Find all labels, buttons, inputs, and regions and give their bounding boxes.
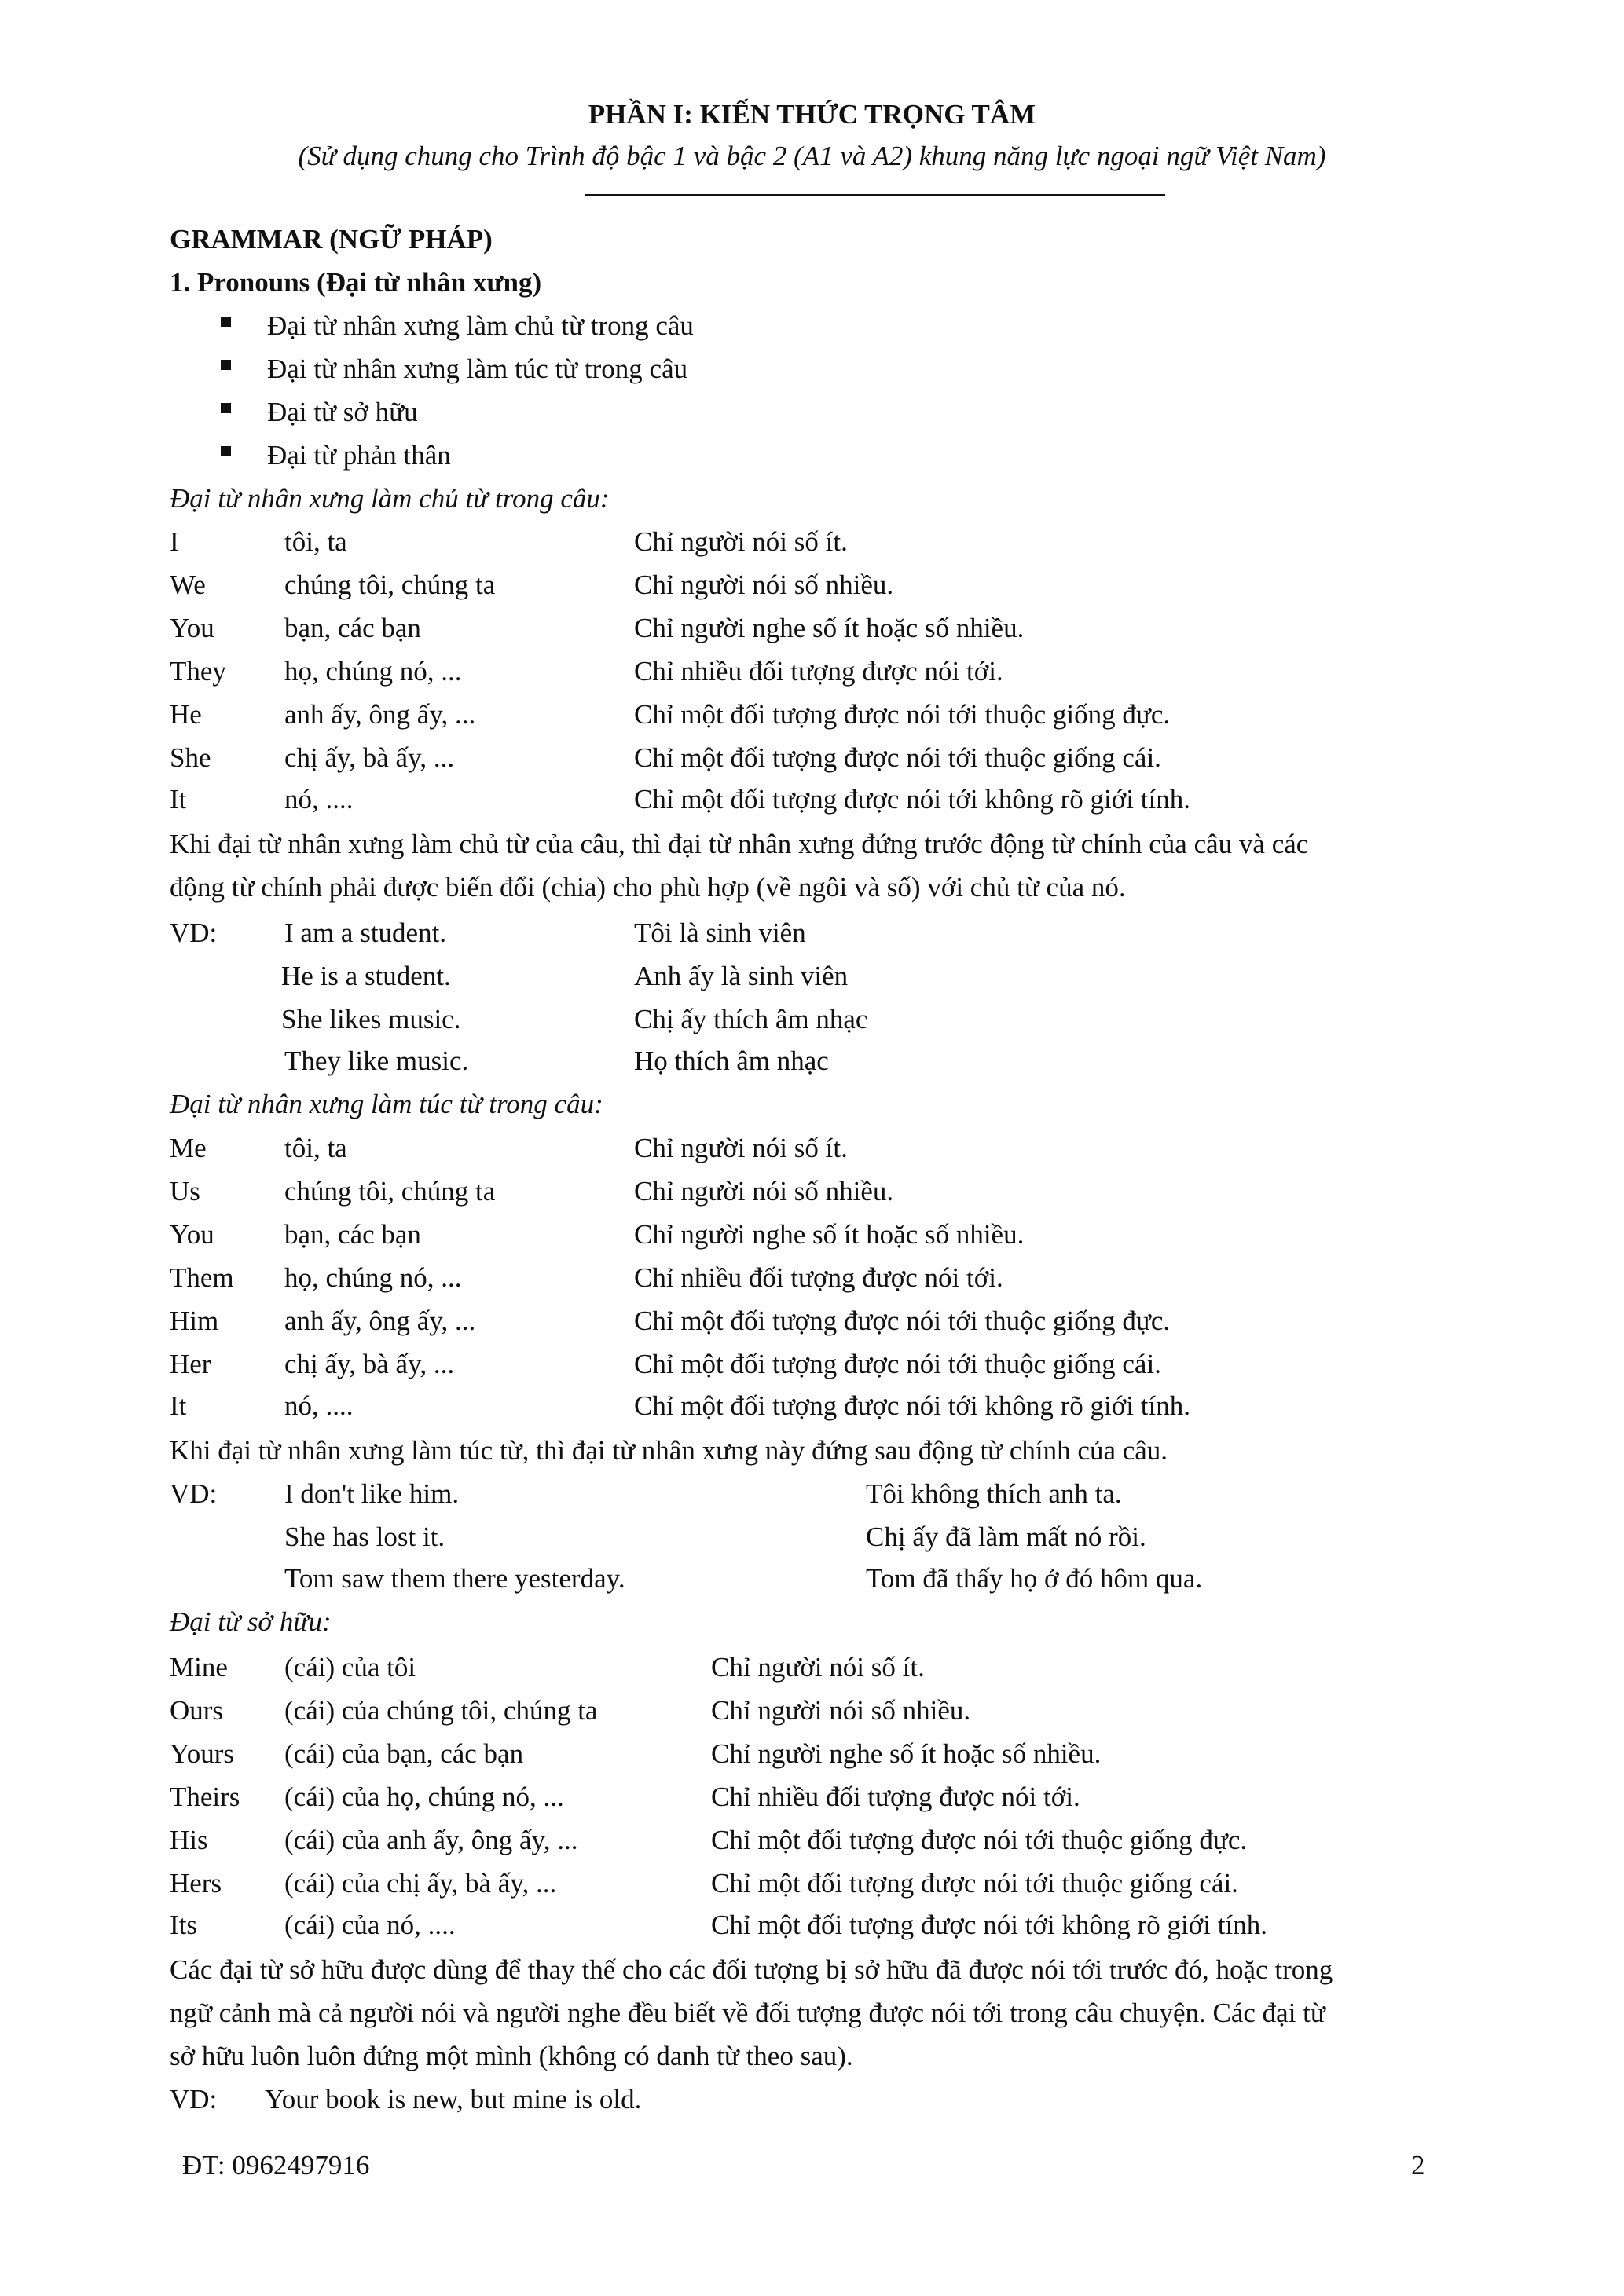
pronoun-cell: She <box>170 742 211 773</box>
example-label: VD: <box>170 917 218 948</box>
possessive-pronouns-heading: Đại từ sở hữu: <box>170 1606 332 1637</box>
usage-cell: Chỉ người nghe số ít hoặc số nhiều. <box>634 1219 1025 1250</box>
example-english: I am a student. <box>284 917 447 948</box>
usage-cell: Chỉ một đối tượng được nói tới không rõ giới tính. <box>634 784 1190 815</box>
pronoun-cell: Him <box>170 1305 219 1336</box>
pronoun-cell: Me <box>170 1133 207 1163</box>
page-subtitle: (Sử dụng chung cho Trình độ bậc 1 và bậc 2 (A1 và A2) khung năng lực ngoại ngữ Việt Nam) <box>298 141 1326 171</box>
possessive-explanation-line: ngữ cảnh mà cả người nói và người nghe đều biết về đối tượng được nói tới trong câu chuyện. Các đại từ <box>170 1998 1325 2028</box>
example-vietnamese: Anh ấy là sinh viên <box>634 961 849 991</box>
page-title: PHẦN I: KIẾN THỨC TRỌNG TÂM <box>588 99 1036 130</box>
usage-cell: Chỉ một đối tượng được nói tới không rõ giới tính. <box>634 1390 1190 1421</box>
pronoun-cell: Her <box>170 1349 211 1379</box>
example-english: I don't like him. <box>284 1478 460 1509</box>
usage-cell: Chỉ người nghe số ít hoặc số nhiều. <box>634 613 1025 643</box>
example-english: Your book is new, but mine is old. <box>265 2084 642 2115</box>
square-bullet-icon <box>221 360 231 370</box>
meaning-cell: bạn, các bạn <box>284 1219 421 1250</box>
usage-cell: Chỉ một đối tượng được nói tới thuộc giống cái. <box>711 1868 1238 1899</box>
pronoun-cell: Yours <box>170 1738 235 1769</box>
pronoun-cell: It <box>170 1390 187 1421</box>
meaning-cell: nó, .... <box>284 1390 354 1421</box>
example-vietnamese: Tôi không thích anh ta. <box>866 1478 1122 1509</box>
usage-cell: Chỉ người nói số nhiều. <box>634 569 894 600</box>
usage-cell: Chỉ người nói số nhiều. <box>711 1695 971 1726</box>
possessive-explanation-line: sở hữu luôn luôn đứng một mình (không có danh từ theo sau). <box>170 2041 853 2071</box>
usage-cell: Chỉ một đối tượng được nói tới không rõ giới tính. <box>711 1910 1267 1940</box>
meaning-cell: (cái) của chúng tôi, chúng ta <box>284 1695 598 1726</box>
meaning-cell: chúng tôi, chúng ta <box>284 1176 496 1207</box>
pronoun-cell: Hers <box>170 1868 222 1899</box>
meaning-cell: chị ấy, bà ấy, ... <box>284 1349 455 1379</box>
meaning-cell: (cái) của họ, chúng nó, ... <box>284 1782 564 1812</box>
pronoun-cell: Them <box>170 1262 234 1293</box>
meaning-cell: (cái) của anh ấy, ông ấy, ... <box>284 1825 578 1855</box>
example-english: She likes music. <box>281 1004 461 1034</box>
square-bullet-icon <box>221 317 231 327</box>
pronoun-cell: They <box>170 656 226 687</box>
example-label: VD: <box>170 2084 218 2115</box>
example-label: VD: <box>170 1478 218 1509</box>
pronoun-cell: Theirs <box>170 1782 240 1812</box>
usage-cell: Chỉ nhiều đối tượng được nói tới. <box>634 656 1003 687</box>
meaning-cell: nó, .... <box>284 784 354 815</box>
possessive-explanation-line: Các đại từ sở hữu được dùng để thay thế cho các đối tượng bị sở hữu đã được nói tới trước đó, hoặc trong <box>170 1954 1333 1985</box>
object-explanation: Khi đại từ nhân xưng làm túc từ, thì đại từ nhân xưng này đứng sau động từ chính của câu. <box>170 1435 1168 1466</box>
example-english: They like music. <box>284 1045 469 1076</box>
usage-cell: Chỉ nhiều đối tượng được nói tới. <box>634 1262 1003 1293</box>
example-english: She has lost it. <box>284 1522 445 1552</box>
subject-explanation-line: động từ chính phải được biến đổi (chia) cho phù hợp (về ngôi và số) với chủ từ của nó. <box>170 872 1126 903</box>
pronoun-cell: His <box>170 1825 208 1855</box>
subject-explanation-line: Khi đại từ nhân xưng làm chủ từ của câu, thì đại từ nhân xưng đứng trước động từ chính của câu và các <box>170 829 1309 859</box>
usage-cell: Chỉ người nói số nhiều. <box>634 1176 894 1207</box>
example-vietnamese: Chị ấy thích âm nhạc <box>634 1004 868 1034</box>
usage-cell: Chỉ nhiều đối tượng được nói tới. <box>711 1782 1080 1812</box>
meaning-cell: (cái) của tôi <box>284 1652 416 1683</box>
pronoun-cell: It <box>170 784 187 815</box>
pronoun-cell: You <box>170 1219 214 1250</box>
pronoun-cell: Us <box>170 1176 200 1207</box>
example-english: Tom saw them there yesterday. <box>284 1563 625 1594</box>
list-item: Đại từ nhân xưng làm chủ từ trong câu <box>267 310 694 341</box>
meaning-cell: anh ấy, ông ấy, ... <box>284 1305 476 1336</box>
list-item: Đại từ phản thân <box>267 440 451 471</box>
list-item: Đại từ sở hữu <box>267 397 418 427</box>
usage-cell: Chỉ một đối tượng được nói tới thuộc giống đực. <box>634 699 1171 730</box>
meaning-cell: (cái) của bạn, các bạn <box>284 1738 524 1769</box>
usage-cell: Chỉ người nói số ít. <box>634 526 848 557</box>
meaning-cell: tôi, ta <box>284 526 347 557</box>
pronoun-cell: I <box>170 526 179 557</box>
meaning-cell: tôi, ta <box>284 1133 347 1163</box>
example-vietnamese: Tom đã thấy họ ở đó hôm qua. <box>866 1563 1203 1594</box>
object-pronouns-heading: Đại từ nhân xưng làm túc từ trong câu: <box>170 1089 603 1119</box>
pronoun-cell: Its <box>170 1910 197 1940</box>
footer-phone: ĐT: 0962497916 <box>182 2150 370 2181</box>
meaning-cell: (cái) của nó, .... <box>284 1910 456 1940</box>
example-vietnamese: Chị ấy đã làm mất nó rồi. <box>866 1522 1146 1552</box>
subsection-title: 1. Pronouns (Đại từ nhân xưng) <box>170 267 542 298</box>
meaning-cell: chị ấy, bà ấy, ... <box>284 742 455 773</box>
meaning-cell: họ, chúng nó, ... <box>284 1262 462 1293</box>
usage-cell: Chỉ một đối tượng được nói tới thuộc giống cái. <box>634 742 1161 773</box>
meaning-cell: anh ấy, ông ấy, ... <box>284 699 476 730</box>
square-bullet-icon <box>221 403 231 413</box>
usage-cell: Chỉ người nghe số ít hoặc số nhiều. <box>711 1738 1102 1769</box>
example-vietnamese: Họ thích âm nhạc <box>634 1045 829 1076</box>
title-divider <box>585 194 1165 196</box>
usage-cell: Chỉ người nói số ít. <box>634 1133 848 1163</box>
usage-cell: Chỉ một đối tượng được nói tới thuộc giống đực. <box>634 1305 1171 1336</box>
pronoun-cell: Ours <box>170 1695 224 1726</box>
meaning-cell: bạn, các bạn <box>284 613 421 643</box>
example-vietnamese: Tôi là sinh viên <box>634 917 806 948</box>
subject-pronouns-heading: Đại từ nhân xưng làm chủ từ trong câu: <box>170 483 610 514</box>
section-title: GRAMMAR (NGỮ PHÁP) <box>170 224 493 255</box>
square-bullet-icon <box>221 446 231 456</box>
usage-cell: Chỉ người nói số ít. <box>711 1652 925 1683</box>
pronoun-cell: Mine <box>170 1652 228 1683</box>
meaning-cell: (cái) của chị ấy, bà ấy, ... <box>284 1868 557 1899</box>
usage-cell: Chỉ một đối tượng được nói tới thuộc giống đực. <box>711 1825 1248 1855</box>
pronoun-cell: We <box>170 569 206 600</box>
pronoun-cell: You <box>170 613 214 643</box>
example-english: He is a student. <box>281 961 451 991</box>
meaning-cell: chúng tôi, chúng ta <box>284 569 496 600</box>
pronoun-cell: He <box>170 699 202 730</box>
meaning-cell: họ, chúng nó, ... <box>284 656 462 687</box>
list-item: Đại từ nhân xưng làm túc từ trong câu <box>267 353 688 384</box>
page-number: 2 <box>1411 2150 1425 2181</box>
usage-cell: Chỉ một đối tượng được nói tới thuộc giống cái. <box>634 1349 1161 1379</box>
